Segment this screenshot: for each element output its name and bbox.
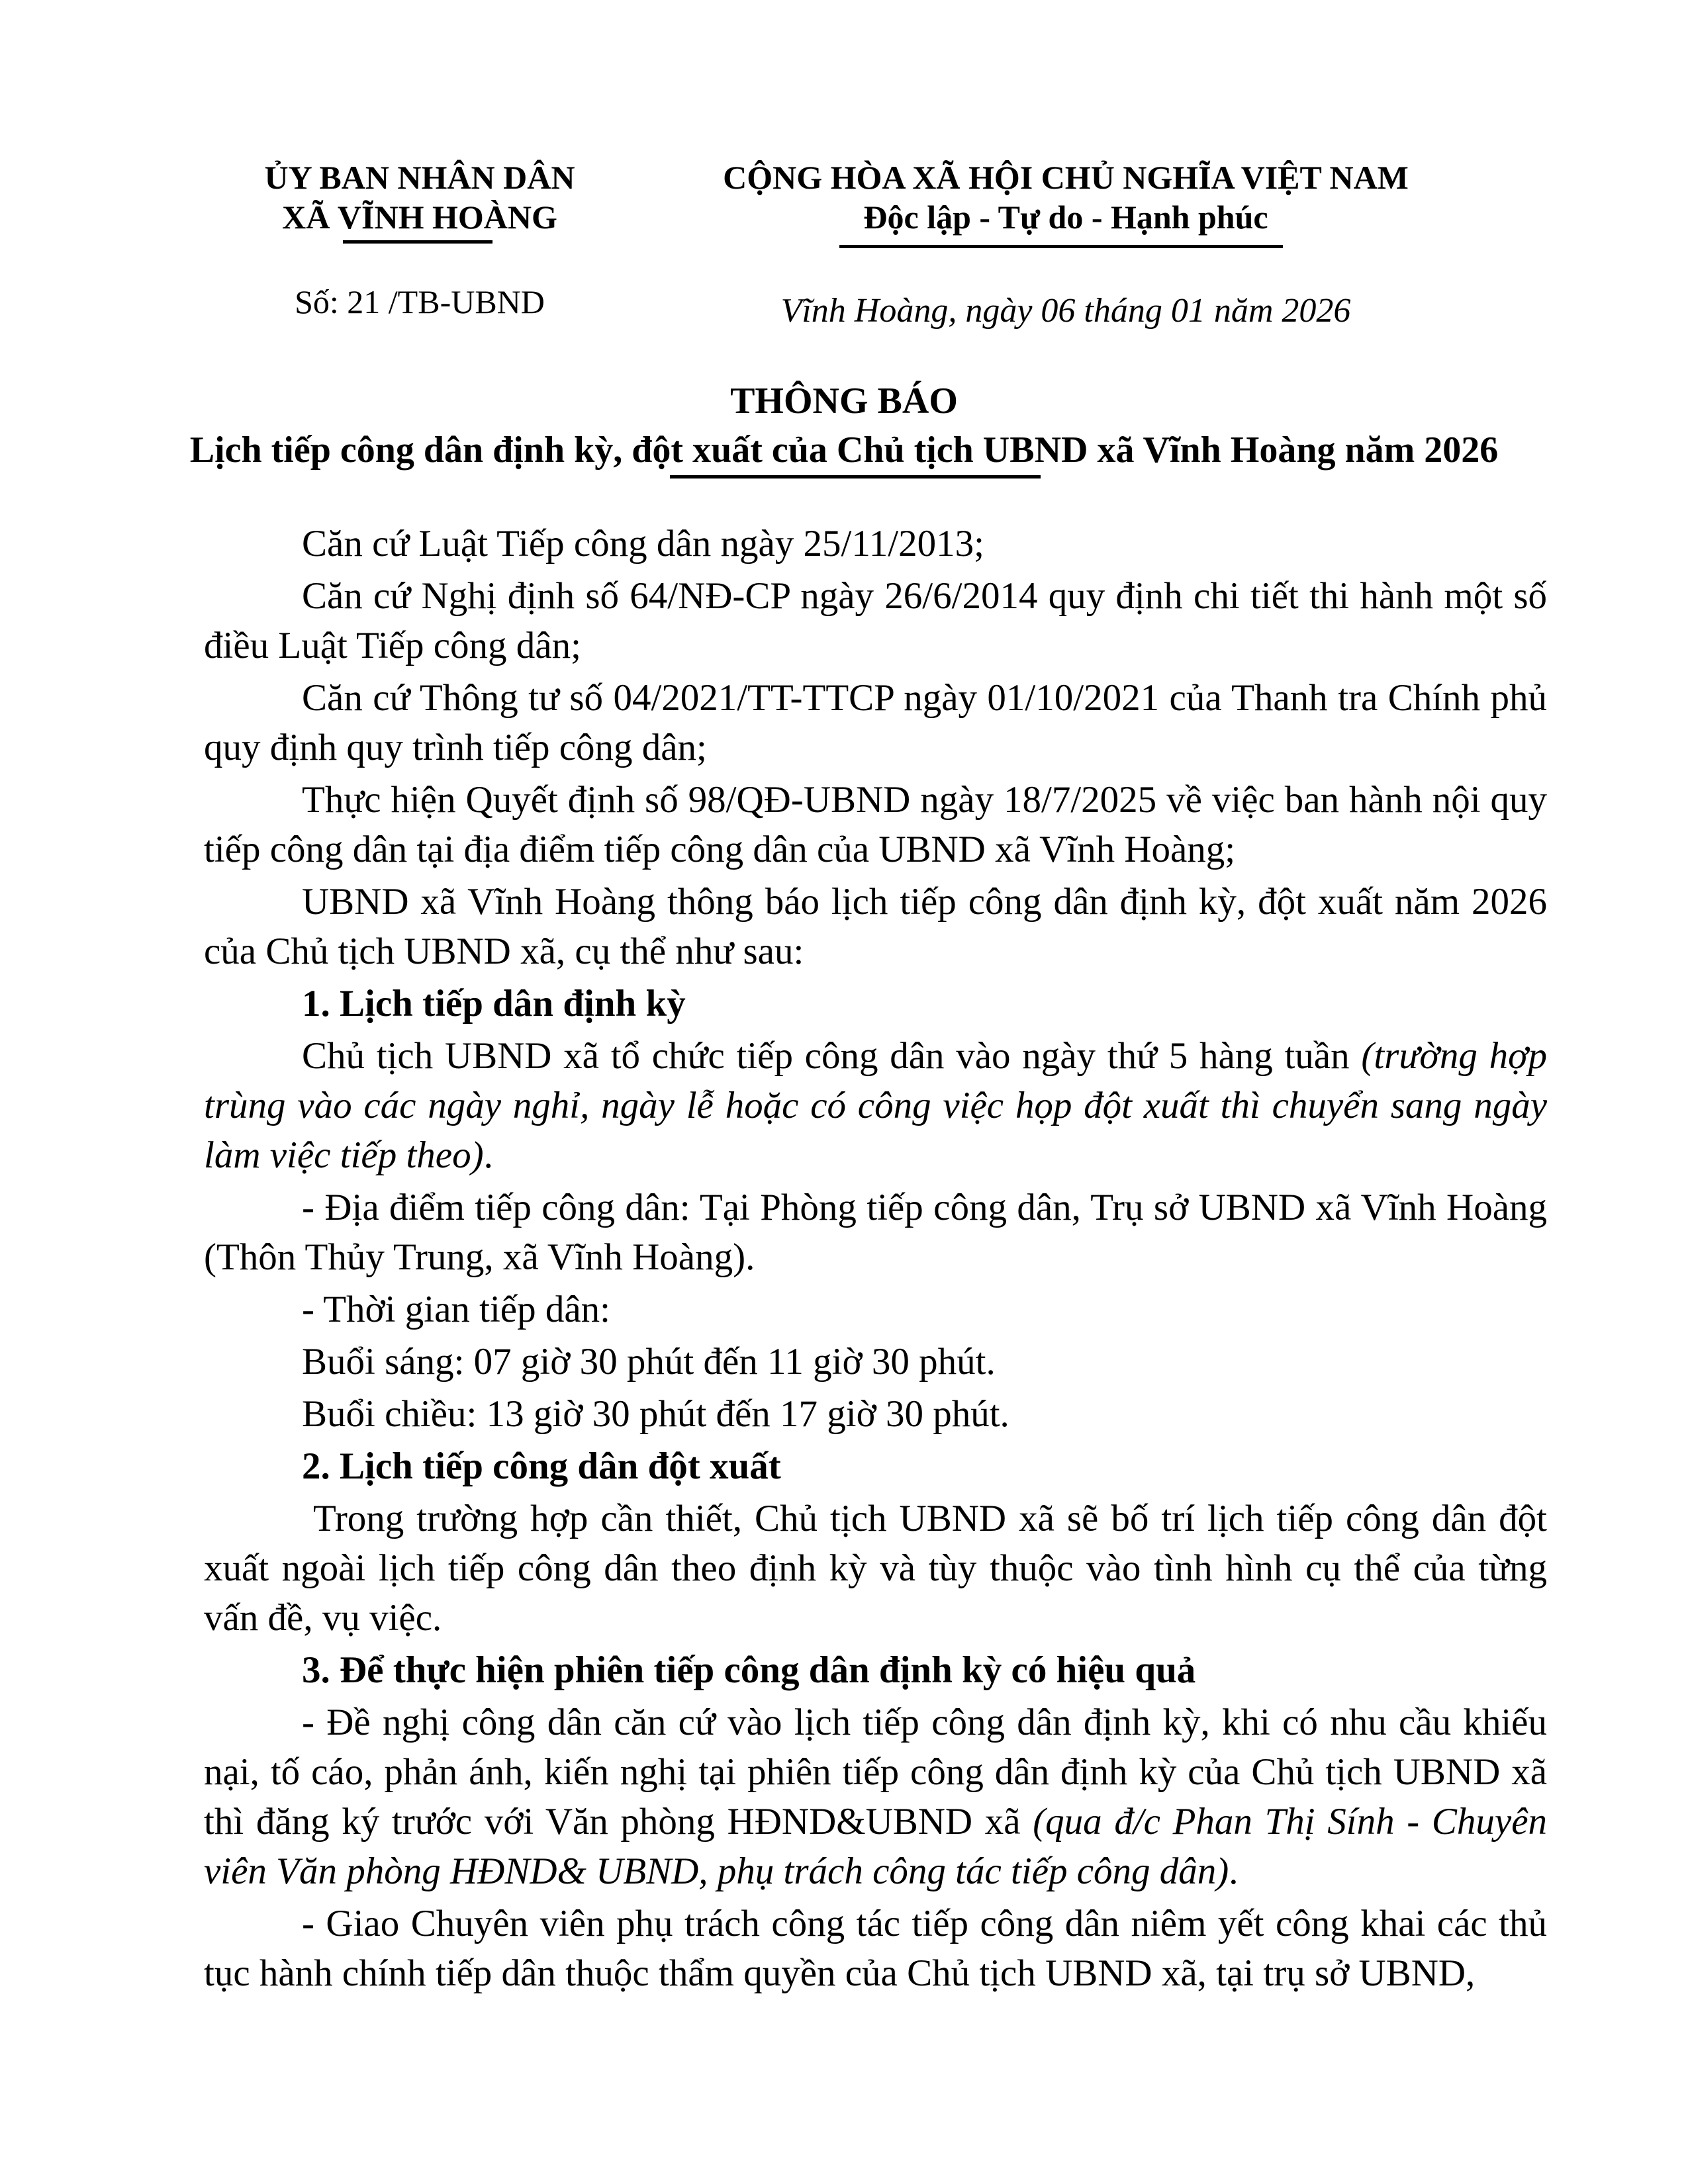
authority-underline — [343, 240, 492, 244]
title-underline — [670, 475, 1041, 478]
intro-paragraph: UBND xã Vĩnh Hoàng thông báo lịch tiếp công dân định kỳ, đột xuất năm 2026 của Chủ tịch UBND xã, cụ thể như sau: — [204, 881, 1547, 972]
basis-paragraph: Căn cứ Luật Tiếp công dân ngày 25/11/2013; — [302, 523, 984, 565]
registration-paragraph — [204, 1698, 1547, 1896]
registration-note: (qua đ/c Phan Thị Sính - Chuyên viên Văn phòng HĐND& UBND, phụ trách công tác tiếp công dân) — [204, 1801, 1547, 1892]
document-date: Vĩnh Hoàng, ngày 06 tháng 01 năm 2026 — [780, 292, 1351, 330]
basis-paragraph: Thực hiện Quyết định số 98/QĐ-UBND ngày 18/7/2025 về việc ban hành nội quy tiếp công dân tại địa điểm tiếp công dân của UBND xã Vĩnh Hoàng; — [204, 779, 1547, 870]
document-number: Số: 21 /TB-UBND — [295, 283, 545, 320]
basis-paragraph: Căn cứ Thông tư số 04/2021/TT-TTCP ngày 01/10/2021 của Thanh tra Chính phủ quy định quy trình tiếp công dân; — [204, 677, 1547, 768]
national-motto — [669, 158, 1463, 237]
basis-paragraph: Căn cứ Nghị định số 64/NĐ-CP ngày 26/6/2014 quy định chi tiết thi hành một số điều Luật Tiếp công dân; — [204, 575, 1547, 666]
issuing-authority — [254, 158, 585, 237]
registration-text: - Đề nghị công dân căn cứ vào lịch tiếp công dân định kỳ, khi có nhu cầu khiếu nại, tố cáo, phản ánh, kiến nghị tại phiên tiếp công dân định kỳ của Chủ tịch UBND xã thì đăng ký trước với Văn phòng HĐND&UBND xã — [204, 1702, 1547, 1843]
time-label: - Thời gian tiếp dân: — [302, 1289, 610, 1330]
motto-underline — [839, 245, 1283, 248]
schedule-note: (trường hợp trùng vào các ngày nghỉ, ngày lễ hoặc có công việc họp đột xuất thì chuyển sang ngày làm việc tiếp theo) — [204, 1035, 1547, 1176]
section-3-heading: 3. Để thực hiện phiên tiếp công dân định kỳ có hiệu quả — [302, 1649, 1196, 1691]
registration-end: . — [1229, 1850, 1239, 1892]
authority-line-1: ỦY BAN NHÂN DÂN — [264, 159, 575, 196]
ad-hoc-paragraph: Trong trường hợp cần thiết, Chủ tịch UBND xã sẽ bố trí lịch tiếp công dân đột xuất ngoài lịch tiếp công dân theo định kỳ và tùy thuộc vào tình hình cụ thể của từng vấn đề, vụ việc. — [204, 1498, 1547, 1639]
schedule-end: . — [483, 1134, 493, 1176]
location-paragraph: - Địa điểm tiếp công dân: Tại Phòng tiếp công dân, Trụ sở UBND xã Vĩnh Hoàng (Thôn Thủy Trung, xã Vĩnh Hoàng). — [204, 1187, 1547, 1278]
section-1-heading: 1. Lịch tiếp dân định kỳ — [302, 983, 686, 1024]
morning-hours: Buổi sáng: 07 giờ 30 phút đến 11 giờ 30 phút. — [302, 1341, 996, 1383]
posting-paragraph: - Giao Chuyên viên phụ trách công tác tiếp công dân niêm yết công khai các thủ tục hành chính tiếp dân thuộc thẩm quyền của Chủ tịch UBND xã, tại trụ sở UBND, — [204, 1903, 1547, 1994]
country-name: CỘNG HÒA XÃ HỘI CHỦ NGHĨA VIỆT NAM — [723, 159, 1409, 196]
document-subtitle: Lịch tiếp công dân định kỳ, đột xuất của Chủ tịch UBND xã Vĩnh Hoàng năm 2026 — [189, 430, 1499, 471]
motto: Độc lập - Tự do - Hạnh phúc — [863, 199, 1268, 236]
afternoon-hours: Buổi chiều: 13 giờ 30 phút đến 17 giờ 30 phút. — [302, 1393, 1009, 1435]
document-title: THÔNG BÁO — [730, 381, 958, 422]
document-body — [204, 519, 1547, 2001]
authority-line-2: XÃ VĨNH HOÀNG — [282, 199, 557, 236]
schedule-paragraph — [204, 1031, 1547, 1180]
schedule-text: Chủ tịch UBND xã tổ chức tiếp công dân vào ngày thứ 5 hàng tuần — [302, 1035, 1362, 1077]
section-2-heading: 2. Lịch tiếp công dân đột xuất — [302, 1445, 781, 1487]
